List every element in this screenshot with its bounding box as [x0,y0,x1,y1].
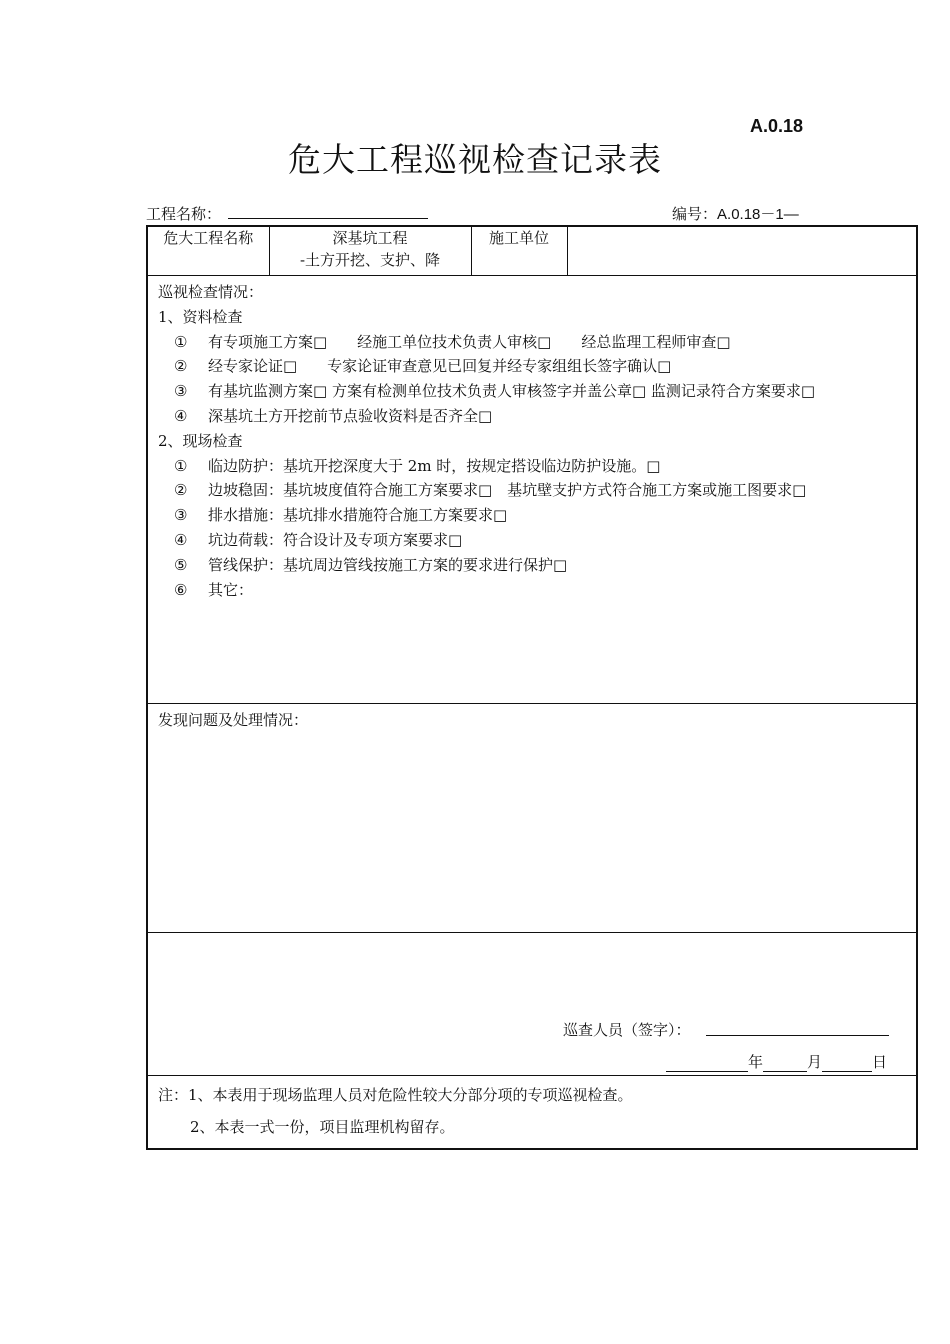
item-text: 边坡稳固：基坑坡度值符合施工方案要求□ 基坑壁支护方式符合施工方案或施工图要求□ [208,481,807,500]
notes-section [147,1076,917,1150]
checklist-item[interactable] [158,330,916,355]
inspection-heading: 巡视检查情况： [158,283,264,301]
serial-number [672,203,799,224]
item-number: ④ [174,530,188,549]
project-name-label: 工程名称： [146,205,222,223]
page-title: 危大工程巡视检查记录表 [288,140,662,179]
item-number: ③ [174,506,188,525]
item-text: 管线保护：基坑周边管线按施工方案的要求进行保护□ [208,555,568,574]
inspector-signature-field[interactable] [706,1035,889,1036]
item-number: ② [174,357,188,376]
site-checklist [158,454,916,603]
hazard-project-name-label: 危大工程名称 [147,226,269,276]
item-text: 其它： [208,580,254,599]
serial-value: A.0.18－1— [717,206,799,223]
construction-unit-field[interactable] [567,226,917,276]
checklist-item[interactable] [158,354,916,379]
month-label: 月 [807,1053,823,1071]
issues-section[interactable] [147,704,917,933]
header-row [147,226,917,276]
item-number: ⑥ [174,580,188,599]
section-docs-heading: 1、资料检查 [158,307,243,326]
checklist-item[interactable] [158,379,916,404]
signature-section [147,933,917,1076]
item-text: 坑边荷载：符合设计及专项方案要求□ [208,530,463,549]
year-field[interactable] [666,1055,748,1072]
item-text: 有基坑监测方案□ 方案有检测单位技术负责人审核签字并盖公章□ 监测记录符合方案要求□ [208,382,816,401]
issues-label: 发现问题及处理情况： [158,711,309,729]
project-name-field[interactable] [228,218,428,219]
month-field[interactable] [763,1055,807,1072]
item-number: ② [174,481,188,500]
note-line-2: 2、本表一式一份，项目监理机构留存。 [190,1118,455,1136]
docs-checklist [158,330,916,429]
inspector-signature-label: 巡查人员（签字）： [563,1021,691,1039]
form-code: A.0.18 [750,116,804,136]
checklist-item[interactable] [158,553,916,578]
checklist-item[interactable] [158,454,916,479]
item-number: ① [174,456,188,475]
checklist-item[interactable] [158,404,916,429]
checklist-item[interactable] [158,528,916,553]
item-text: 经专家论证□ 专家论证审查意见已回复并经专家组组长签字确认□ [208,357,672,376]
day-label: 日 [872,1053,888,1071]
inspection-form [146,225,918,1150]
checklist-item[interactable] [158,503,916,528]
construction-unit-label: 施工单位 [471,226,567,276]
item-text: 排水措施：基坑排水措施符合施工方案要求□ [208,506,508,525]
date-row [666,1051,887,1072]
serial-label: 编号： [672,205,718,223]
hazard-project-name-value[interactable] [269,226,471,276]
checklist-item[interactable] [158,578,916,603]
note-line-1: 注：1、本表用于现场监理人员对危险性较大分部分项的专项巡视检查。 [158,1086,633,1104]
day-field[interactable] [822,1055,872,1072]
project-line-2: -土方开挖、支护、降 [299,251,441,269]
inspection-section[interactable] [147,276,917,704]
checklist-item[interactable] [158,478,916,503]
item-text: 深基坑土方开挖前节点验收资料是否齐全□ [208,406,493,425]
project-line-1: 深基坑工程 [332,229,408,247]
section-site-heading: 2、现场检查 [158,431,243,450]
item-text: 临边防护：基坑开挖深度大于 2m 时，按规定搭设临边防护设施。□ [208,456,661,475]
item-number: ③ [174,382,188,401]
item-number: ⑤ [174,555,188,574]
item-text: 有专项施工方案□ 经施工单位技术负责人审核□ 经总监理工程师审查□ [208,332,731,351]
year-label: 年 [748,1053,764,1071]
item-number: ① [174,332,188,351]
item-number: ④ [174,406,188,425]
